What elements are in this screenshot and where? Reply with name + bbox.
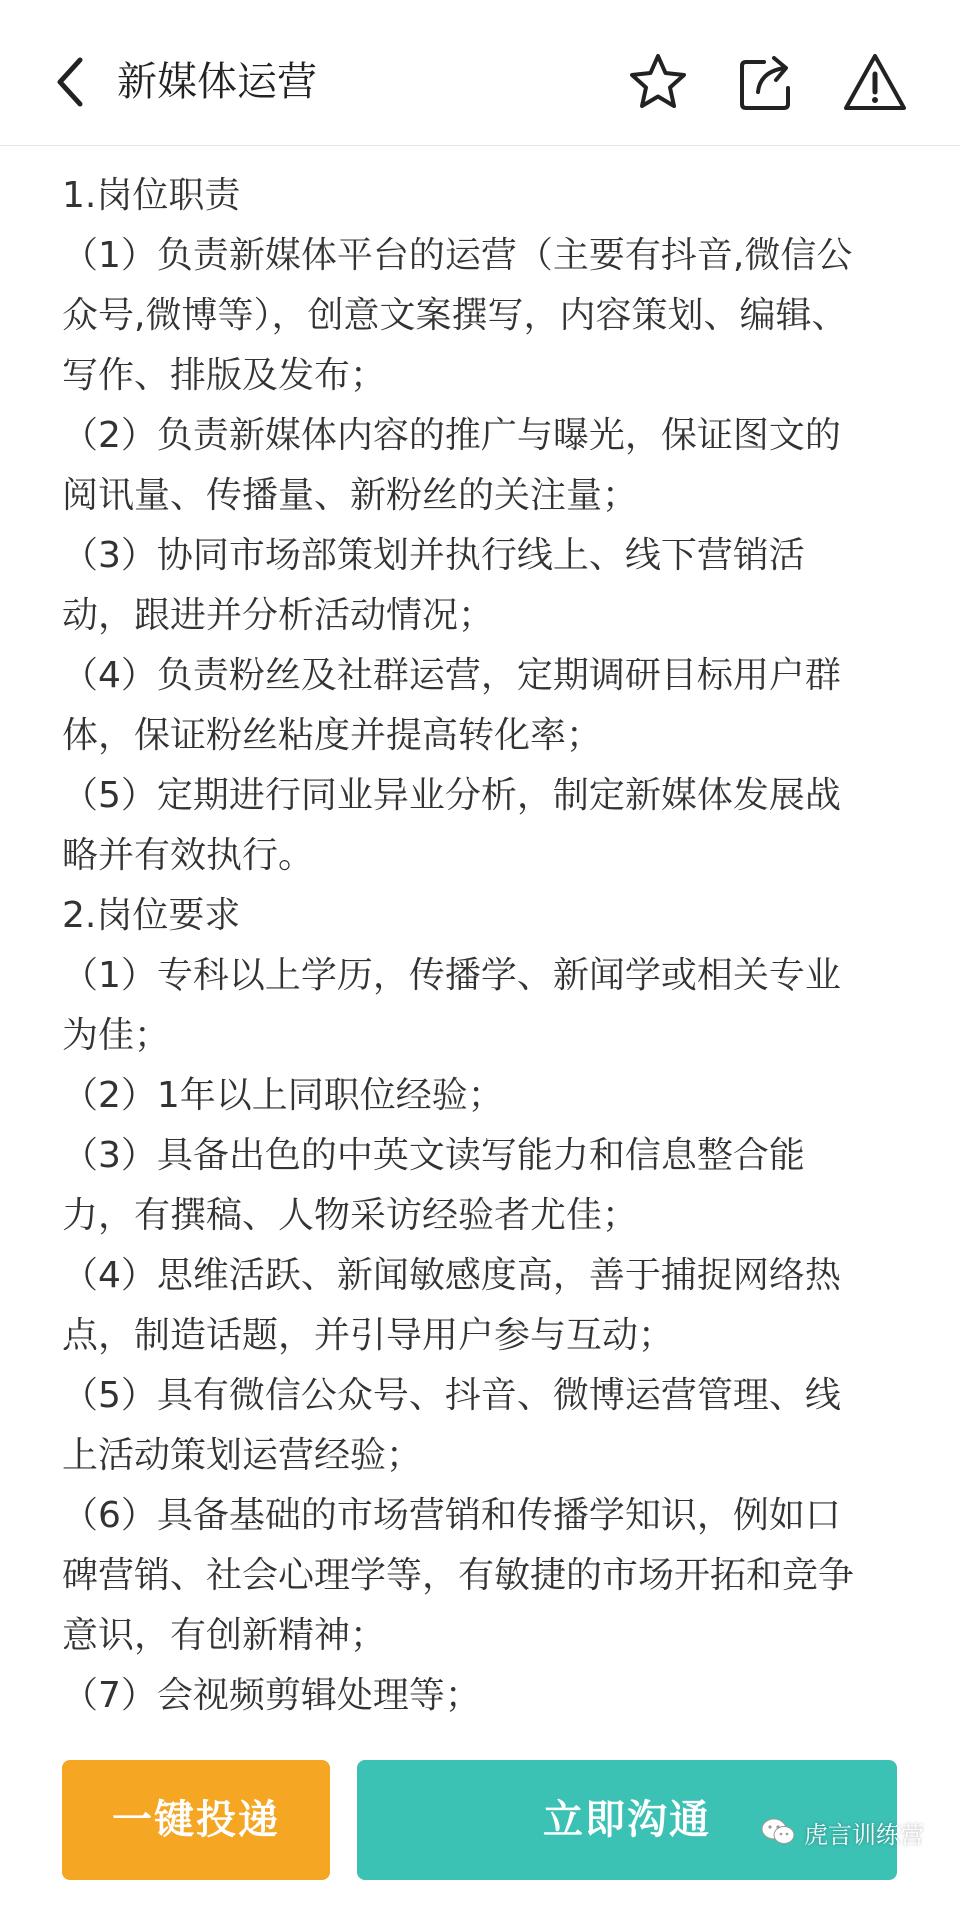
top-bar (0, 0, 960, 146)
description-line: 略并有效执行。 (62, 835, 315, 876)
star-icon (626, 50, 690, 114)
share-button[interactable] (736, 50, 796, 114)
description-line: 碑营销、社会心理学等，有敏捷的市场开拓和竞争 (62, 1555, 855, 1596)
back-button[interactable] (52, 54, 92, 110)
description-line: （3）具备出色的中英文读写能力和信息整合能 (62, 1135, 805, 1176)
description-line: （3）协同市场部策划并执行线上、线下营销活 (62, 535, 805, 576)
chat-now-button[interactable]: 立即沟通 (357, 1760, 897, 1880)
description-line: （4）负责粉丝及社群运营，定期调研目标用户群 (62, 655, 841, 696)
favorite-button[interactable] (626, 50, 690, 114)
description-line: 2.岗位要求 (62, 895, 241, 936)
description-line: （7）会视频剪辑处理等； (62, 1675, 481, 1716)
description-line: 众号,微博等），创意文案撰写，内容策划、编辑、 (62, 295, 848, 336)
description-line: （4）思维活跃、新闻敏感度高，善于捕捉网络热 (62, 1255, 841, 1296)
description-line: 体，保证粉丝粘度并提高转化率； (62, 715, 603, 756)
description-line: （5）具有微信公众号、抖音、微博运营管理、线 (62, 1375, 841, 1416)
description-line: 上活动策划运营经验； (62, 1435, 423, 1476)
description-line: 点，制造话题，并引导用户参与互动； (62, 1315, 675, 1356)
description-line: （5）定期进行同业异业分析，制定新媒体发展战 (62, 775, 841, 816)
share-icon (736, 50, 796, 114)
watermark-text: 虎言训练营 (804, 1820, 924, 1849)
description-line: 为佳； (62, 1015, 171, 1056)
description-line: 阅讯量、传播量、新粉丝的关注量； (62, 475, 639, 516)
one-click-apply-button[interactable]: 一键投递 (62, 1760, 330, 1880)
description-line: （6）具备基础的市场营销和传播学知识，例如口 (62, 1495, 841, 1536)
description-line: 动，跟进并分析活动情况； (62, 595, 495, 636)
report-button[interactable] (842, 50, 908, 114)
wechat-icon (760, 1817, 796, 1847)
description-line: 1.岗位职责 (62, 175, 241, 216)
back-arrow-icon (52, 54, 92, 110)
description-line: 意识，有创新精神； (62, 1615, 387, 1656)
description-line: （2）负责新媒体内容的推广与曝光，保证图文的 (62, 415, 841, 456)
page-title: 新媒体运营 (117, 59, 317, 105)
description-line: （1）负责新媒体平台的运营（主要有抖音,微信公 (62, 235, 853, 276)
description-line: 力，有撰稿、人物采访经验者尤佳； (62, 1195, 639, 1236)
description-line: （2）1年以上同职位经验； (62, 1075, 504, 1116)
warning-icon (842, 50, 908, 114)
description-line: 写作、排版及发布； (62, 355, 387, 396)
job-description (62, 166, 902, 1726)
description-line: （1）专科以上学历，传播学、新闻学或相关专业 (62, 955, 841, 996)
watermark (760, 1812, 924, 1852)
